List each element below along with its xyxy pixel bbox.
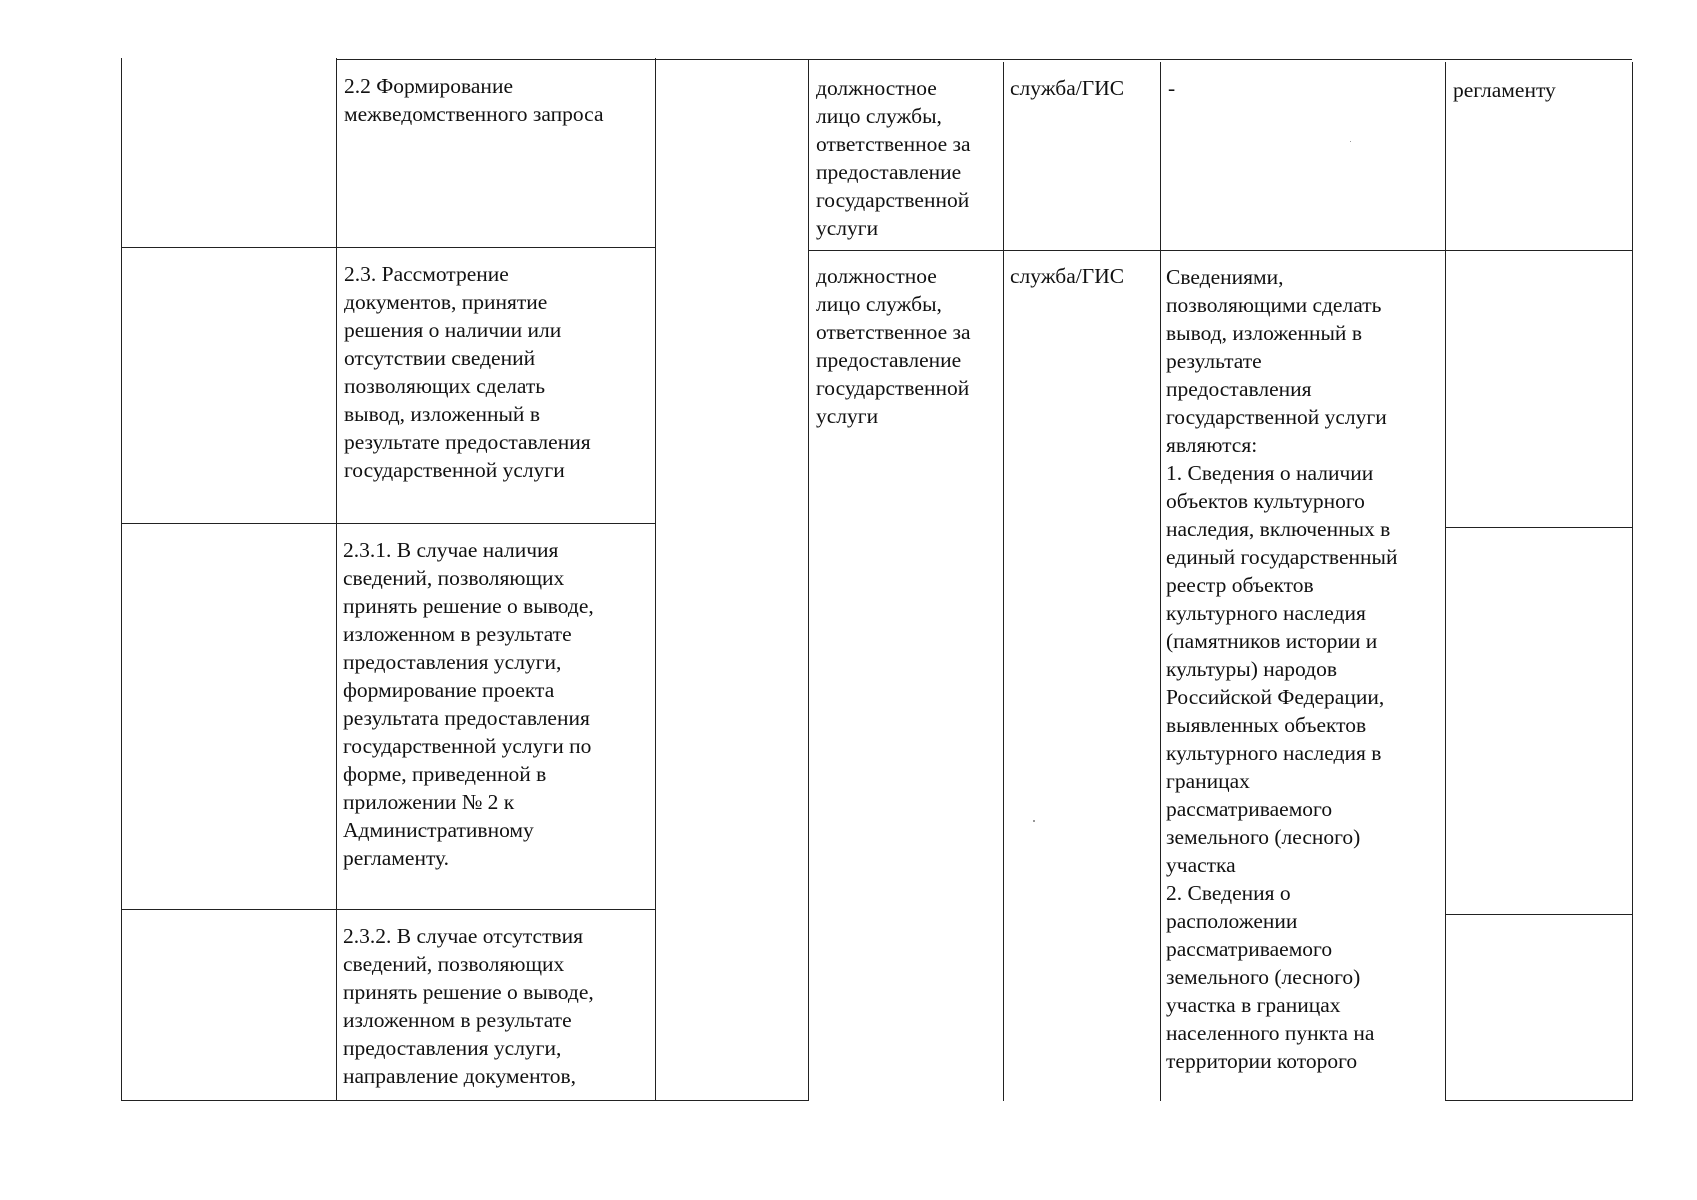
row1-executor-cell: должностное лицо службы, ответственное за предоставление государственной услуги — [816, 76, 971, 240]
row-divider-1-right — [808, 250, 1632, 251]
table-bottom-border-right — [1445, 1100, 1632, 1101]
table-top-border — [336, 59, 1632, 60]
row2-step-cell: 2.3. Рассмотрение документов, принятие решения о наличии или отсутствии сведений позволяющих сделать вывод, изложенный в результате предоставления государственной услуги — [344, 262, 591, 482]
table-border-col4-left — [808, 60, 809, 1101]
row-divider-3-right — [1445, 914, 1632, 915]
row1-step-cell: 2.2 Формирование межведомственного запроса — [344, 74, 604, 126]
row-divider-3 — [121, 909, 655, 910]
row-divider-1 — [121, 247, 655, 248]
row2-form-cell: Сведениями, позволяющими сделать вывод, изложенный в результате предоставления государственной услуги являются: 1. Сведения о наличии объектов культурного наследия, включенных в единый государственный реестр объектов культурного наследия (памятников истории и культуры) народов Российской Федерации, выявленных объектов культурного наследия в границах рассматриваемого земельного (лесного) участка 2. Сведения о расположении рассматриваемого земельного (лесного) участка в границах населенного пункта на территории которого — [1166, 265, 1398, 1073]
row1-form-cell: - — [1168, 76, 1176, 100]
table-border-col2-left — [336, 58, 337, 1101]
table-border-col7-left — [1445, 62, 1446, 1101]
scan-speck — [1033, 820, 1035, 822]
table-bottom-border — [121, 1100, 808, 1101]
row-divider-2-right — [1445, 527, 1632, 528]
scan-speck — [1350, 141, 1351, 142]
table-border-left — [121, 58, 122, 1101]
row3-step-cell: 2.3.1. В случае наличия сведений, позволяющих принять решение о выводе, изложенном в результате предоставления услуги, формирование проекта результата предоставления государственной услуги по форме, приведенной в приложении № 2 к Административному регламенту. — [343, 538, 594, 870]
row-divider-2 — [121, 523, 655, 524]
row4-step-cell: 2.3.2. В случае отсутствия сведений, позволяющих принять решение о выводе, изложенном в результате предоставления услуги, направление документов, — [343, 924, 594, 1088]
table-border-right — [1632, 62, 1633, 1101]
table-border-col5-left — [1003, 62, 1004, 1101]
table-border-col3-left — [655, 58, 656, 1101]
row2-resource-cell: служба/ГИС — [1010, 264, 1125, 288]
row1-note-cell: регламенту — [1453, 78, 1556, 102]
row1-resource-cell: служба/ГИС — [1010, 76, 1125, 100]
row2-executor-cell: должностное лицо службы, ответственное за предоставление государственной услуги — [816, 264, 971, 428]
table-border-col6-left — [1160, 62, 1161, 1101]
